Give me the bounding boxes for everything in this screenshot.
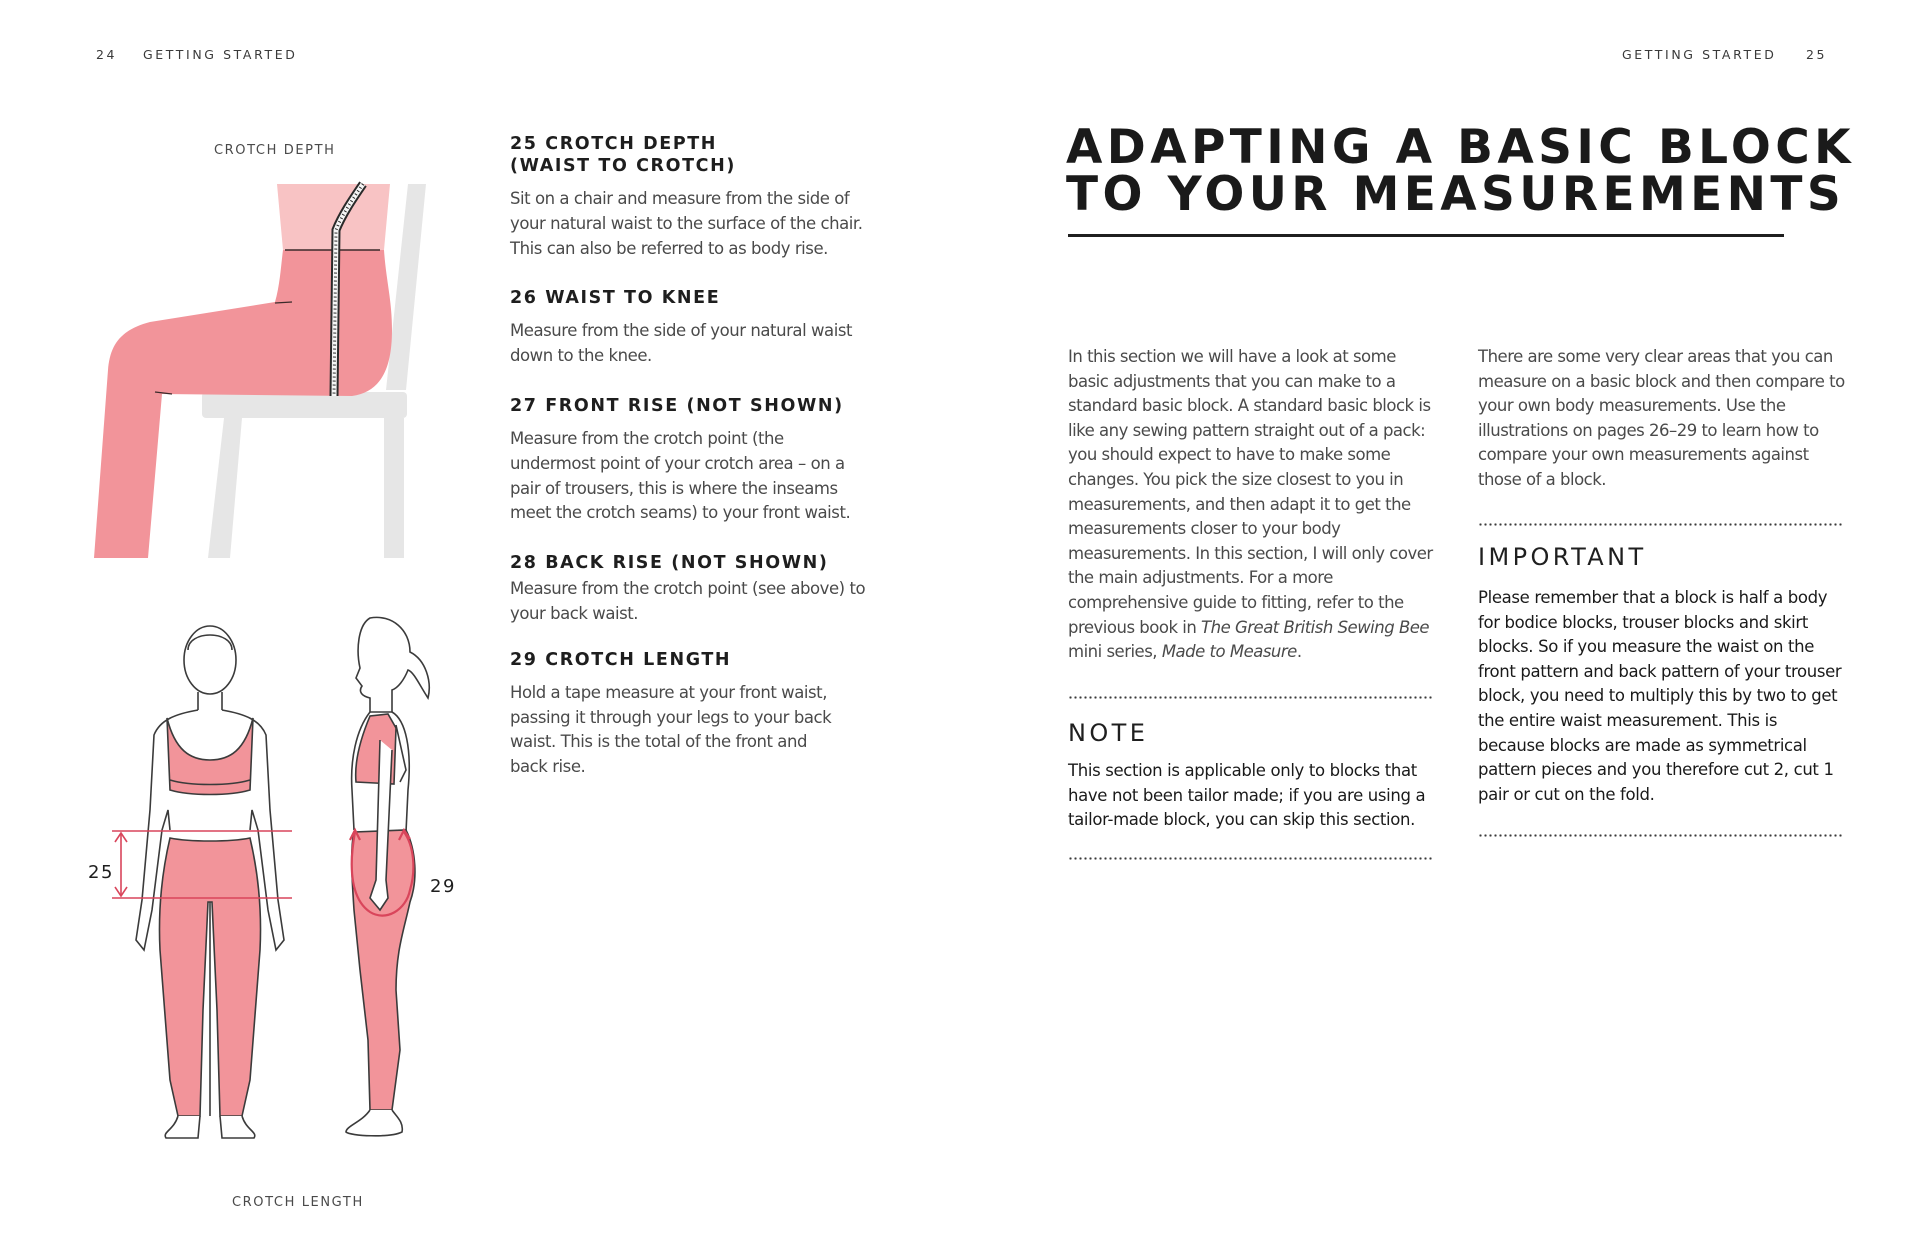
standing-crotch-length-illustration bbox=[70, 610, 490, 1230]
page-title bbox=[1066, 120, 1855, 222]
measurement-body: Measure from the crotch point (the undermost point of your crotch area – on a pair of trousers, this is where the inseams meet the crotch seams) to your front waist. bbox=[510, 428, 851, 523]
measurement-body: Measure from the side of your natural waist down to the knee. bbox=[510, 321, 853, 366]
right-running-head: GETTING STARTED bbox=[1622, 47, 1777, 62]
left-page-number: 24 bbox=[96, 47, 118, 62]
measurement-item-25 bbox=[510, 133, 890, 261]
book-title: Made to Measure bbox=[1161, 642, 1297, 662]
right-page-number: 25 bbox=[1806, 47, 1828, 62]
important-body: Please remember that a block is half a body for bodice blocks, trouser blocks and skirt blocks. So if you measure the waist on the front pattern and back pattern of your trouser block, you need to multiply this by two to get the entire waist measurement. This is because blocks are made as symmetrical pattern pieces and you therefore cut 2, cut 1 pair or cut on the fold. bbox=[1478, 588, 1842, 804]
side-figure bbox=[346, 617, 429, 1135]
seated-crotch-depth-illustration bbox=[80, 170, 460, 580]
compare-paragraph: There are some very clear areas that you can measure on a basic block and then compare to your own body measurements. Use the illustrations on pages 26–29 to learn how to compare your own measurements against those of a block. bbox=[1478, 347, 1845, 489]
intro-paragraph bbox=[1068, 345, 1440, 665]
measurement-heading: 28 BACK RISE (NOT SHOWN) bbox=[510, 553, 829, 574]
measurement-body: Hold a tape measure at your front waist, passing it through your legs to your back waist. This is the total of the front and back rise. bbox=[510, 682, 832, 777]
measurement-item-28 bbox=[510, 552, 890, 627]
measurement-instructions bbox=[510, 133, 890, 802]
measurement-body: Measure from the crotch point (see above) to your back waist. bbox=[510, 579, 866, 623]
left-running-head: GETTING STARTED bbox=[143, 47, 298, 62]
label-29: 29 bbox=[430, 876, 457, 897]
note-top-divider bbox=[1068, 696, 1432, 699]
heading-line: (WAIST TO CROTCH) bbox=[510, 156, 736, 176]
note-body: This section is applicable only to blocks that have not been tailor made; if you are using a tailor-made block, you can skip this section. bbox=[1068, 761, 1426, 830]
measurement-heading: 29 CROTCH LENGTH bbox=[510, 649, 732, 670]
label-25: 25 bbox=[88, 862, 115, 883]
important-bottom-divider bbox=[1478, 834, 1844, 837]
important-top-divider bbox=[1478, 523, 1844, 526]
measurement-item-29 bbox=[510, 649, 890, 780]
measurement-body: Sit on a chair and measure from the side of your natural waist to the surface of the chair. This can also be referred to as body rise. bbox=[510, 189, 863, 258]
measurement-item-26 bbox=[510, 287, 890, 369]
figure-caption-crotch-depth: CROTCH DEPTH bbox=[214, 143, 336, 158]
important-heading: IMPORTANT bbox=[1478, 543, 1647, 571]
title-line-1: ADAPTING A BASIC BLOCK bbox=[1066, 120, 1855, 175]
measurement-item-27 bbox=[510, 395, 890, 526]
measurement-heading bbox=[510, 133, 890, 177]
heading-line: 25 CROTCH DEPTH bbox=[510, 134, 718, 154]
note-bottom-divider bbox=[1068, 857, 1432, 860]
front-figure bbox=[136, 626, 284, 1138]
intro-text: mini series, bbox=[1068, 642, 1162, 662]
measurement-heading: 27 FRONT RISE (NOT SHOWN) bbox=[510, 395, 844, 416]
measurement-heading: 26 WAIST TO KNEE bbox=[510, 288, 721, 309]
intro-text: In this section we will have a look at some basic adjustments that you can make to a standard basic block. A standard basic block is like any sewing pattern straight out of a pack: you should expect to have to make some changes. You pick the size closest to you in measurements, and then adapt it to get the measurements closer to your body measurements. In this section, I will only cover the main adjustments. For a more comprehensive guide to fitting, refer to the previous book in bbox=[1068, 347, 1433, 637]
intro-text: . bbox=[1296, 642, 1302, 662]
note-heading: NOTE bbox=[1068, 719, 1149, 747]
figure-caption-crotch-length: CROTCH LENGTH bbox=[232, 1195, 364, 1210]
title-line-2: TO YOUR MEASUREMENTS bbox=[1066, 167, 1846, 222]
title-underline bbox=[1068, 234, 1784, 237]
book-series-title: The Great British Sewing Bee bbox=[1201, 617, 1430, 637]
